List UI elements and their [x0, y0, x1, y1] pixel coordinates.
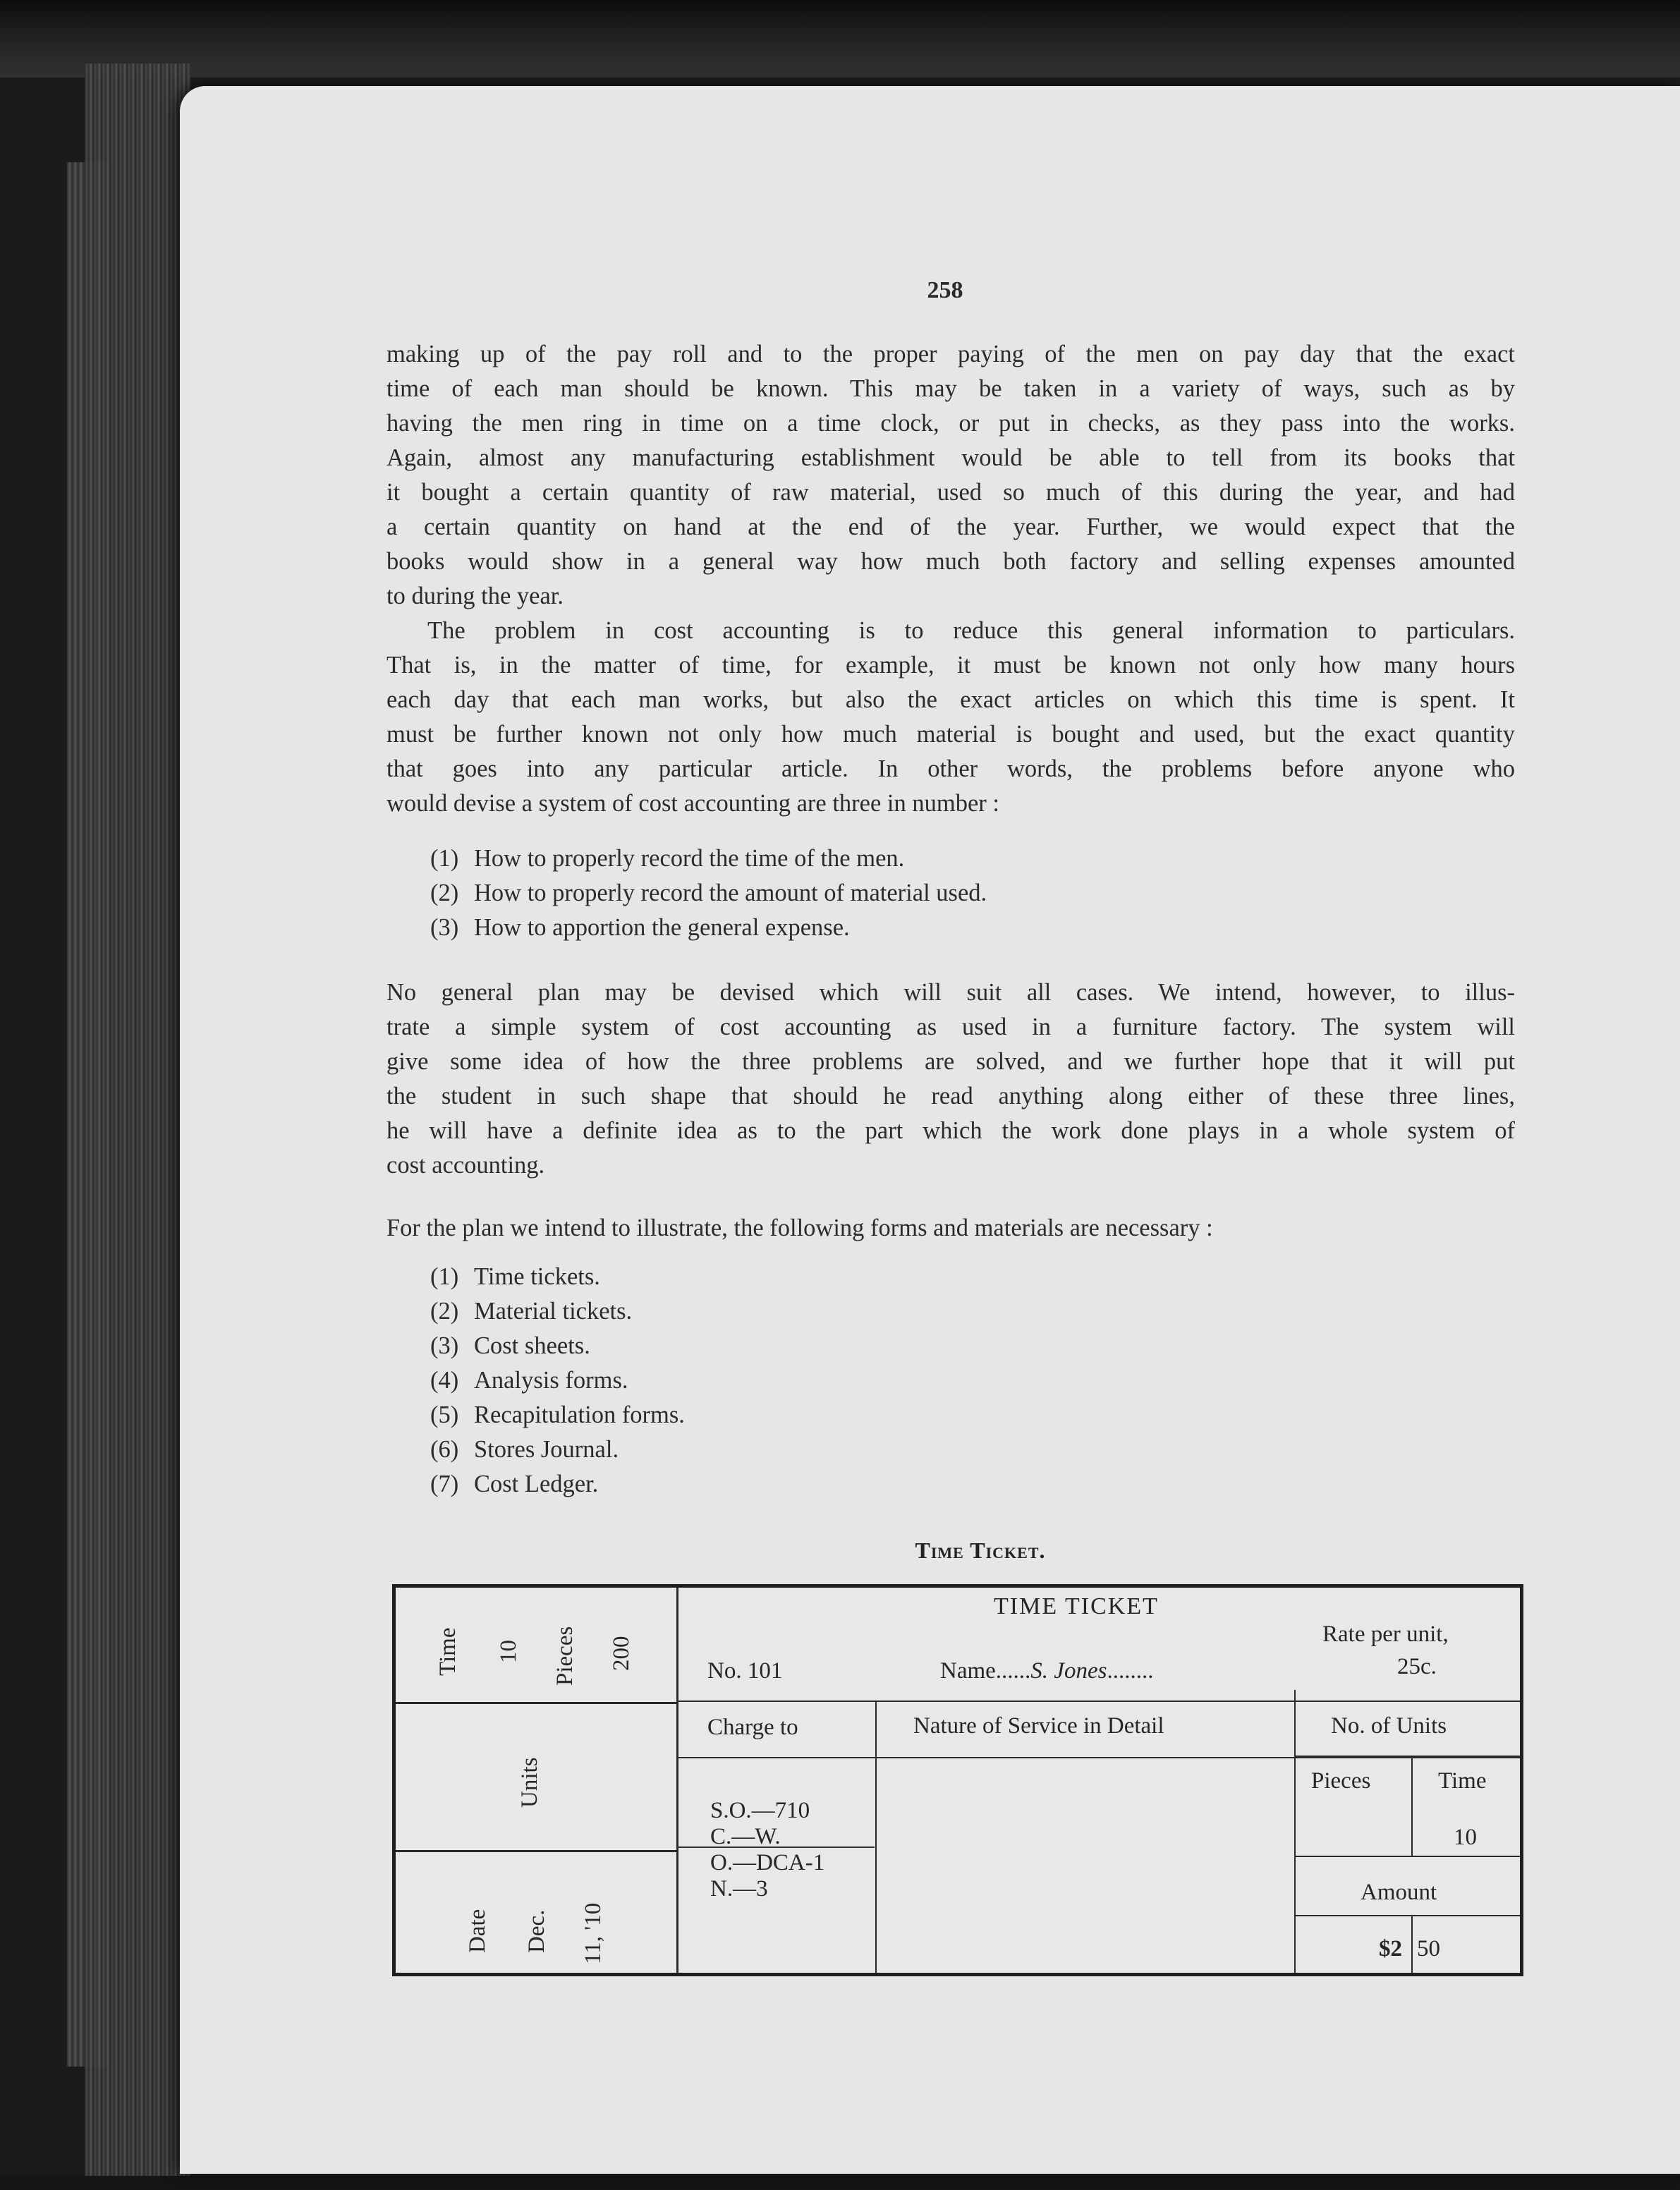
- list-item: (5) Recapitulation forms.: [430, 1401, 685, 1428]
- divider: [676, 1588, 678, 1973]
- text-line: he will have a definite idea as to the part which the work done plays in a whole system of: [386, 1117, 1515, 1144]
- text-line: a certain quantity on hand at the end of the year. Further, we would expect that the: [386, 513, 1515, 540]
- divider: [678, 1701, 1520, 1702]
- text-line: that goes into any particular article. In other words, the problems before anyone who: [386, 755, 1515, 782]
- list-item: (1) Time tickets.: [430, 1263, 600, 1290]
- divider: [678, 1757, 1520, 1758]
- no-of-units-header: No. of Units: [1331, 1713, 1447, 1739]
- divider: [396, 1850, 676, 1852]
- text-line: books would show in a general way how much both factory and selling expenses amounted: [386, 548, 1515, 575]
- rate-value: 25c.: [1397, 1654, 1437, 1679]
- amount-label: Amount: [1361, 1880, 1437, 1905]
- side-pieces-label: Pieces: [552, 1626, 578, 1686]
- charge-to-header: Charge to: [707, 1715, 798, 1740]
- charge-item: N.—3: [710, 1876, 768, 1902]
- time-value: 10: [1454, 1825, 1477, 1850]
- text-line: For the plan we intend to illustrate, the following forms and materials are necessary :: [386, 1215, 1213, 1241]
- list-item: (1) How to properly record the time of the men.: [430, 845, 905, 872]
- rate-label: Rate per unit,: [1322, 1622, 1449, 1647]
- paragraph-1: [386, 337, 1515, 614]
- side-time-label: Time: [435, 1627, 461, 1676]
- problems-list: [430, 841, 987, 945]
- nature-of-service-header: Nature of Service in Detail: [913, 1713, 1164, 1739]
- side-pieces-value: 200: [609, 1636, 634, 1671]
- list-item: (2) Material tickets.: [430, 1298, 633, 1325]
- book-page-edges: [85, 63, 190, 2186]
- list-item: (2) How to properly record the amount of material used.: [430, 880, 987, 906]
- text-line: each day that each man works, but also the exact articles on which this time is spent. It: [386, 686, 1515, 713]
- side-date-month: Dec.: [524, 1909, 549, 1953]
- divider: [875, 1701, 877, 1973]
- text-line: it bought a certain quantity of raw material, used so much of this during the year, and had: [386, 479, 1515, 506]
- text-line: The problem in cost accounting is to reduce this general information to particulars.: [427, 617, 1515, 644]
- amount-dollars: $2: [1379, 1936, 1402, 1961]
- side-date-label: Date: [465, 1909, 490, 1953]
- forms-list: [430, 1260, 685, 1502]
- text-line: would devise a system of cost accounting are three in number :: [386, 790, 999, 817]
- divider: [1411, 1757, 1413, 1856]
- divider: [1411, 1916, 1413, 1973]
- text-line: No general plan may be devised which will suit all cases. We intend, however, to illus-: [386, 979, 1515, 1006]
- text-line: Again, almost any manufacturing establishment would be able to tell from its books that: [386, 444, 1515, 471]
- charge-item: S.O.—710: [710, 1798, 810, 1823]
- list-item: (7) Cost Ledger.: [430, 1471, 599, 1497]
- ticket-number: No. 101: [707, 1658, 783, 1684]
- figure-caption: Time Ticket.: [915, 1538, 1046, 1563]
- list-item: (4) Analysis forms.: [430, 1367, 628, 1394]
- text-line: making up of the pay roll and to the proper paying of the men on pay day that the exact: [386, 341, 1515, 367]
- text-line: must be further known not only how much material is bought and used, but the exact quantity: [386, 721, 1515, 748]
- paragraph-3: [386, 975, 1515, 1183]
- charge-list: [710, 1798, 824, 1902]
- text-line: cost accounting.: [386, 1152, 545, 1179]
- scan-top-border: [0, 0, 1680, 78]
- text-line: to during the year.: [386, 583, 564, 609]
- text-line: give some idea of how the three problems are solved, and we further hope that it will put: [386, 1048, 1515, 1075]
- amount-cents: 50: [1417, 1936, 1440, 1961]
- list-item: (6) Stores Journal.: [430, 1436, 619, 1463]
- list-item: (3) Cost sheets.: [430, 1332, 590, 1359]
- text-line: That is, in the matter of time, for example, it must be known not only how many hours: [386, 652, 1515, 679]
- divider: [396, 1702, 676, 1704]
- divider: [1296, 1856, 1520, 1857]
- text-line: the student in such shape that should he read anything along either of these three lines,: [386, 1083, 1515, 1109]
- paragraph-4: [386, 1211, 1515, 1246]
- divider: [1296, 1756, 1520, 1757]
- list-item: (3) How to apportion the general expense.: [430, 914, 850, 941]
- text-line: time of each man should be known. This may be taken in a variety of ways, such as by: [386, 375, 1515, 402]
- side-time-value: 10: [496, 1640, 521, 1663]
- time-ticket-form: [392, 1584, 1523, 1976]
- page-number: 258: [927, 277, 963, 303]
- scan-bottom-border: [0, 2176, 1680, 2190]
- charge-item: C.—W.: [710, 1824, 781, 1849]
- text-line: trate a simple system of cost accounting as used in a furniture factory. The system will: [386, 1014, 1515, 1040]
- divider: [1294, 1690, 1296, 1973]
- divider: [1296, 1915, 1520, 1916]
- text-line: having the men ring in time on a time clock, or put in checks, as they pass into the works.: [386, 410, 1515, 437]
- ticket-name: Name......S. Jones........: [940, 1658, 1154, 1684]
- time-header: Time: [1438, 1768, 1487, 1794]
- paragraph-2: [386, 614, 1515, 821]
- side-date-day: 11, '10: [580, 1902, 606, 1964]
- pieces-header: Pieces: [1311, 1768, 1371, 1794]
- charge-item: O.—DCA-1: [710, 1850, 825, 1875]
- ticket-title: TIME TICKET: [994, 1593, 1159, 1619]
- side-units-label: Units: [517, 1757, 542, 1808]
